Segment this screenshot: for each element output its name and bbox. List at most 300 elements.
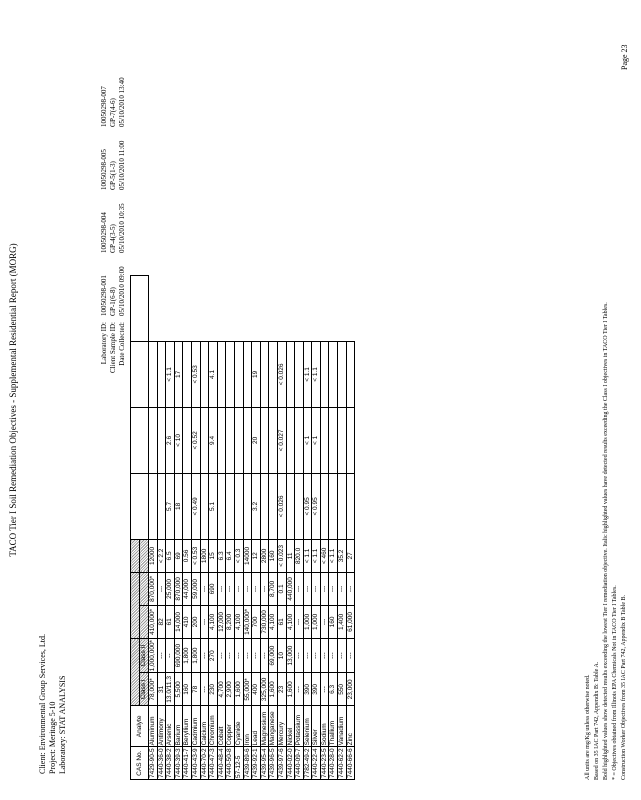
objective-value: ---	[200, 673, 209, 706]
cas-number: 7440-23-5	[320, 748, 328, 778]
analyte-name: Manganese	[269, 706, 278, 747]
cas-number: 7440-66-6	[346, 748, 354, 778]
table-row	[234, 275, 243, 779]
analyte-name: Potassium	[295, 706, 304, 747]
objective-value: ---	[157, 572, 166, 605]
cas-number: 7439-92-1	[252, 748, 260, 778]
sub-header: Class I	[140, 673, 149, 706]
objective-value: 0.1	[277, 572, 286, 605]
cas-number: 7440-50-8	[226, 748, 234, 778]
objective-value: 325,000	[260, 673, 269, 706]
result-value: 12	[252, 539, 261, 572]
result-value	[183, 407, 192, 473]
client-sample-id: GP-1(6-8)	[109, 287, 117, 316]
analyte-name: Chromium	[209, 706, 218, 747]
result-value	[243, 473, 252, 539]
result-value	[320, 341, 329, 407]
cas-number: 7440-43-9	[191, 748, 199, 778]
objective-value: ---	[200, 638, 209, 672]
objective-value: 4,700	[217, 673, 226, 706]
footnote: All units are mg/Kg unless otherwise noted.	[585, 674, 591, 780]
objective-value: ---	[320, 673, 329, 706]
objective-value: ---	[217, 572, 226, 605]
client-sample-id: GP-7(4-6)	[109, 98, 117, 127]
objective-value: ---	[303, 638, 312, 672]
objective-value: ---	[295, 673, 304, 706]
objective-value: ---	[260, 638, 269, 672]
objective-value: 13.0/11.3	[166, 673, 175, 706]
result-value: 160	[269, 539, 278, 572]
objective-value: 8,200	[226, 605, 235, 638]
result-value: < 1.1	[312, 539, 321, 572]
objective-value: 4,100	[209, 605, 218, 638]
analyte-name: Aluminum	[149, 706, 158, 747]
cas-number: 7440-09-7	[295, 748, 303, 778]
result-value	[338, 473, 347, 539]
objective-value: 55,000*	[243, 673, 252, 706]
objective-value: 1,000,000*	[149, 639, 156, 672]
date-collected: 05/10/2010 11:00	[118, 140, 126, 190]
objective-value: 410,000*	[149, 605, 158, 638]
objective-value: 1,000	[312, 605, 321, 638]
table-row	[329, 275, 338, 779]
objective-value: 1,600	[234, 673, 243, 706]
result-value: < 0.53	[191, 539, 200, 572]
sample-column-header	[131, 341, 149, 407]
objective-header	[131, 638, 140, 705]
objective-value: ---	[320, 605, 329, 638]
table-row	[157, 275, 166, 779]
result-value: < 0.026	[277, 341, 286, 407]
result-value	[200, 473, 209, 539]
objective-value: ---	[295, 572, 304, 605]
objective-value: 4,100	[286, 605, 295, 638]
result-value	[338, 407, 347, 473]
objective-value: ---	[338, 572, 347, 605]
objective-value: 61	[277, 605, 286, 638]
objective-value: 550	[338, 673, 347, 706]
objective-value: ---	[346, 572, 355, 605]
table-row	[226, 275, 235, 779]
objective-value: 61,000	[346, 605, 355, 638]
cas-number: 7440-41-7	[183, 748, 191, 778]
lab-id-label: Laboratory ID:	[100, 322, 108, 365]
cas-number: 7440-70-2	[200, 748, 208, 778]
objective-value: 1,400	[338, 605, 347, 638]
analyte-name: Cobalt	[217, 706, 226, 747]
objective-value: 61	[166, 605, 175, 638]
objective-value: 14,000	[174, 605, 183, 638]
result-value	[226, 473, 235, 539]
results-body	[149, 275, 355, 779]
result-value: 6.3	[217, 539, 226, 572]
result-value: < 1	[312, 407, 321, 473]
analyte-name: Selenium	[303, 706, 312, 747]
analyte-name: Cyanide	[234, 706, 243, 747]
result-value	[269, 407, 278, 473]
result-value	[338, 341, 347, 407]
table-row	[166, 275, 175, 779]
result-value	[157, 341, 166, 407]
result-value: 69	[174, 539, 183, 572]
cas-number: 57-12-5	[234, 747, 243, 780]
objective-value: ---	[329, 638, 338, 672]
result-value: < 0.023	[277, 539, 286, 572]
objective-value: 31	[157, 673, 166, 706]
cas-number: 7440-02-0	[286, 748, 294, 778]
objective-value: 200	[191, 605, 200, 638]
page-number: Page 23	[620, 44, 629, 70]
lab-id: 10050298-007	[100, 86, 108, 127]
cas-number: 7439-96-5	[269, 748, 277, 778]
objective-value: ---	[303, 572, 312, 605]
result-value: 5.1	[209, 473, 218, 539]
result-value: 20	[252, 407, 261, 473]
result-value: 17	[174, 341, 183, 407]
result-value	[234, 473, 243, 539]
table-row	[149, 275, 158, 779]
objective-value: 2,900	[226, 673, 235, 706]
table-row	[252, 275, 261, 779]
objective-value: ---	[260, 572, 269, 605]
objective-value: 140,000*	[243, 605, 252, 638]
result-value	[346, 473, 355, 539]
date-collected: 05/10/2010 10:35	[118, 203, 126, 253]
table-row	[183, 275, 192, 779]
result-value: 2800	[260, 539, 269, 572]
sub-header	[140, 605, 149, 638]
objective-value: 23	[277, 673, 286, 706]
analyte-name: Copper	[226, 706, 235, 747]
result-value: < 1	[303, 407, 312, 473]
result-value: < 0.53	[191, 341, 200, 407]
lab-id: 10050298-001	[100, 275, 108, 316]
analyte-name: Silver	[312, 706, 321, 747]
result-value: 27	[346, 539, 355, 572]
analyte-name: Sodium	[320, 706, 329, 747]
analyte-header: Analyte	[131, 706, 149, 747]
project-line: Project: Meritage 5-10	[48, 701, 57, 774]
objective-value: ---	[329, 572, 338, 605]
analyte-name: Iron	[243, 706, 252, 747]
footnote: Construction Worker Objectives from 35 IAC Part 742, Appendix B Table B.	[621, 594, 627, 780]
result-value: < 1.1	[329, 539, 338, 572]
sample-column-header	[131, 407, 149, 473]
objective-value: 25,000	[166, 572, 175, 605]
cas-number: 7440-39-3	[174, 748, 182, 778]
objective-value: ---	[234, 638, 243, 672]
result-value	[200, 407, 209, 473]
result-value	[286, 407, 295, 473]
date-collected: 05/10/2010 09:00	[118, 266, 126, 316]
result-value: < 0.3	[234, 539, 243, 572]
objective-value: ---	[226, 572, 235, 605]
table-row	[346, 275, 355, 779]
cas-number: 7440-48-4	[217, 748, 225, 778]
result-value	[320, 473, 329, 539]
table-row	[200, 275, 209, 779]
objective-value: 230	[209, 673, 218, 706]
table-row	[209, 275, 218, 779]
objective-value: 1,600	[269, 673, 278, 706]
analyte-name: Beryllium	[183, 706, 192, 747]
result-value	[217, 407, 226, 473]
objective-value: 400	[252, 673, 261, 706]
result-value: 14000	[243, 539, 252, 572]
result-value	[269, 341, 278, 407]
client-sample-label: Client Sample ID:	[109, 322, 117, 373]
objective-header-row	[131, 275, 140, 779]
result-value: < 0.49	[191, 473, 200, 539]
objective-value: 270	[209, 638, 218, 672]
cas-number: 7440-62-2	[338, 748, 346, 778]
footnote: Bold highlighted values show detected results exceeding the lowest Tier I remediation objective. Italic highlighted values have detected results exceeding the Class I objectives in TACO Tier I Tables.	[603, 302, 609, 780]
objective-value: 390	[303, 673, 312, 706]
objective-value: 44,000	[183, 572, 192, 605]
result-value	[200, 341, 209, 407]
result-value: < 2.2	[157, 539, 166, 572]
analyte-name: Mercury	[277, 706, 286, 747]
cas-number: 7440-38-2	[166, 748, 174, 778]
table-row	[338, 275, 347, 779]
result-value: 3.2	[252, 473, 261, 539]
lab-id: 10050298-004	[100, 212, 108, 253]
result-value: 19	[252, 341, 261, 407]
objective-value: 440,000	[286, 572, 295, 605]
result-value: < 0.95	[312, 473, 321, 539]
result-value: 4.1	[209, 341, 218, 407]
objective-value: 390	[312, 673, 321, 706]
objective-value: ---	[338, 638, 347, 672]
objective-value: ---	[312, 638, 321, 672]
objective-value: 690	[209, 572, 218, 605]
result-value	[226, 341, 235, 407]
objective-value: ---	[295, 638, 304, 672]
objective-value: ---	[200, 605, 209, 638]
result-value: < 460	[320, 539, 329, 572]
objective-value: ---	[157, 638, 166, 672]
objective-value: 160	[183, 673, 192, 706]
table-row	[312, 275, 321, 779]
analyte-name: Barium	[174, 706, 183, 747]
sub-header: Class II	[140, 638, 149, 672]
analyte-name: Antimony	[157, 706, 166, 747]
objective-value: 870,000	[174, 572, 183, 605]
cas-number: 7439-89-6	[243, 748, 251, 778]
result-value: < 10	[174, 407, 183, 473]
footnotes	[584, 302, 629, 780]
objective-value: 1,800	[191, 638, 200, 672]
table-row	[286, 275, 295, 779]
result-value	[243, 341, 252, 407]
result-value	[217, 341, 226, 407]
table-row	[303, 275, 312, 779]
cas-number: 7439-97-6	[277, 748, 285, 778]
cas-number: 7440-22-4	[312, 748, 320, 778]
laboratory-line: Laboratory: STAT ANALYSIS	[58, 675, 67, 774]
result-value	[157, 473, 166, 539]
result-value	[329, 473, 338, 539]
result-value: 35.2	[338, 539, 347, 572]
objective-value: 690,000	[174, 638, 183, 672]
cas-number: 7440-47-3	[209, 748, 217, 778]
result-value: < 0.52	[191, 407, 200, 473]
objective-value: ---	[217, 638, 226, 672]
table-row	[243, 275, 252, 779]
table-row	[217, 275, 226, 779]
result-value: 12000	[149, 539, 158, 572]
result-value: 820.0	[295, 539, 304, 572]
result-value	[149, 473, 158, 539]
cas-number: 7429-90-5	[149, 748, 156, 778]
result-value	[329, 407, 338, 473]
result-value	[286, 341, 295, 407]
table-row	[277, 275, 286, 779]
result-value	[260, 407, 269, 473]
result-value: < 1.1	[312, 341, 321, 407]
client-sample-id: GP-4(3-5)	[109, 224, 117, 253]
table-row	[174, 275, 183, 779]
analyte-name: Cadmium	[191, 706, 200, 747]
result-value: 5.7	[166, 473, 175, 539]
result-value	[183, 473, 192, 539]
result-value: < 1.1	[166, 341, 175, 407]
result-value: 9.4	[209, 407, 218, 473]
objective-value: ---	[200, 572, 209, 605]
objective-value: 10	[277, 638, 286, 672]
objective-value: 13,000	[286, 638, 295, 672]
result-value	[243, 407, 252, 473]
result-value: 0.56	[183, 539, 192, 572]
result-value	[329, 341, 338, 407]
result-value	[295, 473, 304, 539]
objective-value: 78	[191, 673, 200, 706]
sample-labels	[100, 322, 127, 400]
objective-value: ---	[252, 638, 261, 672]
client-info	[38, 634, 68, 774]
objective-value: 82	[157, 605, 166, 638]
objective-value: 700	[252, 605, 261, 638]
cas-header: CAS No.	[131, 747, 149, 780]
date-collected: 05/10/2010 13:40	[118, 77, 126, 127]
objective-value: ---	[320, 572, 329, 605]
result-value	[149, 407, 158, 473]
analyte-name: Lead	[252, 706, 261, 747]
result-value: 2.6	[166, 407, 175, 473]
result-value	[149, 341, 158, 407]
objective-value: ---	[295, 605, 304, 638]
objective-value: --	[166, 638, 175, 672]
sample-values	[100, 64, 127, 316]
result-value: < 1.1	[303, 539, 312, 572]
result-value	[234, 341, 243, 407]
lab-id: 10050298-005	[100, 149, 108, 190]
footnote: * = Objectives obtained from Illinois EPA Chemicals Not in TACO Tier I Tables.	[612, 585, 618, 780]
result-value: 15	[209, 539, 218, 572]
objective-value: 730,000	[260, 605, 269, 638]
objective-value: 12,000	[217, 605, 226, 638]
result-value	[346, 407, 355, 473]
result-value: < 0.027	[277, 407, 286, 473]
cas-number: 7440-36-0	[157, 748, 165, 778]
analyte-name: Nickel	[286, 706, 295, 747]
result-value: 18	[174, 473, 183, 539]
client-sample-id: GP-5(1-3)	[109, 161, 117, 190]
objective-value: 5,500	[174, 673, 183, 706]
objective-header	[131, 572, 140, 638]
table-row	[320, 275, 329, 779]
result-value	[183, 341, 192, 407]
objective-value: 78,000*	[149, 673, 158, 706]
analyte-name: Calcium	[200, 706, 209, 747]
result-value: 6.4	[226, 539, 235, 572]
result-value	[260, 341, 269, 407]
cas-number: 7782-49-2	[303, 748, 311, 778]
objective-value: 410	[183, 605, 192, 638]
objective-value: 870,000*	[149, 572, 158, 605]
footnote: Based on 35 IAC Part 742, Appendix B: Table A.	[594, 661, 600, 780]
objective-value: 4,100	[269, 605, 278, 638]
objective-value: ---	[243, 638, 252, 672]
result-value: < 1.1	[303, 341, 312, 407]
table-row	[191, 275, 200, 779]
result-value	[234, 407, 243, 473]
result-value	[320, 407, 329, 473]
objective-value: 23,000	[346, 673, 355, 706]
result-value: < 0.95	[303, 473, 312, 539]
sample-column-header	[131, 473, 149, 539]
result-value: 1800	[200, 539, 209, 572]
objective-value: 160	[329, 605, 338, 638]
objective-value: 4,100	[234, 605, 243, 638]
result-value	[217, 473, 226, 539]
objective-header	[131, 539, 140, 572]
result-value	[295, 341, 304, 407]
objective-value: 1,800	[183, 638, 192, 672]
sample-column-header	[131, 275, 149, 341]
table-row	[295, 275, 304, 779]
report-title: TACO Tier I Soil Remediation Objectives - Supplemental Residential Report (MORG)	[8, 243, 18, 557]
result-value: < 0.026	[277, 473, 286, 539]
sub-header	[140, 572, 149, 605]
objective-value: ---	[346, 638, 355, 672]
result-value: 6.5	[166, 539, 175, 572]
result-value: 11	[286, 539, 295, 572]
objective-value: ---	[234, 572, 243, 605]
analyte-name: Vanadium	[338, 706, 347, 747]
objective-value: ---	[252, 572, 261, 605]
client-line: Client: Environmental Group Services, Ltd.	[38, 634, 47, 774]
cas-number: 7439-95-4	[260, 748, 268, 778]
objective-value: 8,700	[269, 572, 278, 605]
objective-value: 6.3	[329, 673, 338, 706]
sub-header	[140, 539, 149, 572]
result-value	[157, 407, 166, 473]
objective-value: ---	[312, 572, 321, 605]
table-row	[269, 275, 278, 779]
result-value	[346, 341, 355, 407]
result-value	[286, 473, 295, 539]
objective-value: 1,000	[303, 605, 312, 638]
analyte-name: Thallium	[329, 706, 338, 747]
result-value	[295, 407, 304, 473]
analyte-name: Arsenic	[166, 706, 175, 747]
objective-value: ---	[226, 638, 235, 672]
results-table	[130, 275, 355, 780]
objective-value: ---	[320, 638, 329, 672]
result-value	[269, 473, 278, 539]
analyte-name: Zinc	[346, 706, 355, 747]
